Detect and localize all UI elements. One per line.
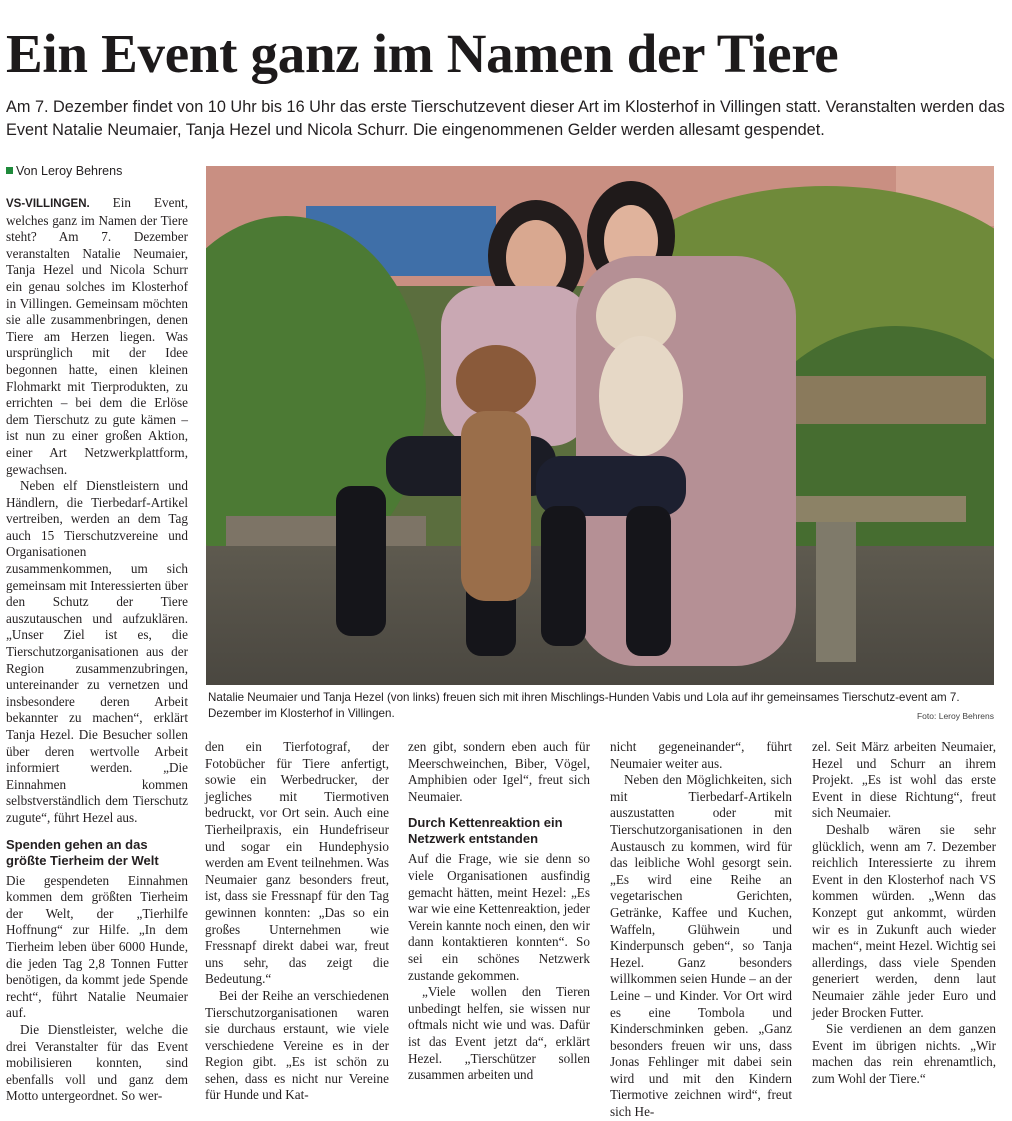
- paragraph-continued: den ein Tierfotograf, der Fotobücher für Tiere anfertigt, sowie ein Werbedrucker, der jegliches mit Tiermotiven bedruckt, vor Ort sein. Auch eine Tierheilpraxis, ein Hundefriseur und sogar ein Hundephysio werden am Event teilnehmen. Was Neumaier ganz besonders freut, ist, dass sie Fressnapf für den Tag gewinnen konnten: „Das so ein großes Unternehmen wie Fressnapf direkt dabei war, freut uns sehr, das zeigt die Bedeutung.“: [205, 739, 389, 987]
- paragraph-vendors: Neben elf Dienstleistern und Händlern, die Tierbedarf-Artikel vertreiben, werden an dem Tag auch 15 Tierschutzvereine und Organisationen zusammenkommen, um sich gemeinsam mit Interessierten über den Schutz der Tiere auszutauschen und aufzuklären. „Unser Ziel ist es, die Tierschutzorganisationen aus der Region zusammenzubringen, untereinander zu vernetzen und insbesondere deren Arbeit bekannter zu machen“, erklärt Tanja Hezel. Die Besucher sollen über deren wertvolle Arbeit informiert werden. „Die Einnahmen kommen selbstverständlich dem Tierschutz zugute“, führt Hezel aus.: [6, 478, 188, 825]
- paragraph-chain-reaction: Auf die Frage, wie sie denn so viele Organisationen ausfindig gemacht hätten, meint Hezel: „Es war wie eine Kettenreaktion, jeder Verein kannte noch einen, den wir dann kontaktieren konnten“. So sei ein schönes Netzwerk zustande gekommen.: [408, 851, 590, 983]
- dateline: VS-VILLINGEN.: [6, 198, 90, 210]
- paragraph-service-providers: Die Dienstleister, welche die drei Veranstalter für das Event mobilisieren konnten, sind ebenfalls voll und ganz dem Motto untergeordnet. So wer-: [6, 1021, 188, 1104]
- subhead-network: Durch Kettenreaktion ein Netzwerk entstanden: [408, 815, 563, 847]
- photo-caption: Natalie Neumaier und Tanja Hezel (von links) freuen sich mit ihren Mischlings-Hunden Vabis und Lola auf ihr gemeinsames Tierschutz-event am 7. Dezember im Klosterhof in Villingen.: [208, 691, 960, 720]
- woman-left-boot-1: [336, 486, 386, 636]
- subhead-donations: Spenden gehen an das größte Tierheim der Welt: [6, 836, 159, 868]
- article-lead: Am 7. Dezember findet von 10 Uhr bis 16 Uhr das erste Tierschutzevent dieser Art im Klosterhof in Villingen statt. Veranstalten werden das Event Natalie Neumaier, Tanja Hezel und Nicola Schurr. Die eingenommenen Gelder werden allesamt gespendet.: [6, 98, 1005, 139]
- article-photo: [206, 166, 994, 685]
- bench-leg: [816, 522, 856, 662]
- paragraph-help-animals: „Viele wollen den Tieren unbedingt helfen, sie wissen nur oftmals nicht wie und was. Dafür ist das Event jetzt da“, erklärt Hezel. „Tierschützer sollen zusammen arbeiten und: [408, 984, 590, 1083]
- byline-author: Von Leroy Behrens: [16, 164, 123, 178]
- byline: [6, 164, 122, 178]
- article-column-2: [205, 739, 389, 1104]
- bench-backrest: [766, 376, 986, 424]
- paragraph-intro-text: Ein Event, welches ganz im Namen der Tiere steht? Am 7. Dezember veranstalten Natalie Neumaier, Tanja Hezel und Nicola Schurr ein genau solches im Klosterhof in Villingen. Gemeinsam möchten sie alle zusammenbringen, denen Tiere am Herzen liegen. Was ursprünglich mit der Idee begonnen hatte, einen kleinen Flohmarkt mit Tierprodukten, zu errichten – bei dem die Erlöse dem Tierschutz zu gute kämen – ist nun zu einer großen Aktion, einer Art Netzwerkplattform, gewachsen.: [6, 195, 189, 477]
- paragraph-offerings: Neben den Möglichkeiten, sich mit Tierbedarf-Artikeln auszustatten oder mit Tierschutzorganisationen in den Austausch zu kommen, wird für das leibliche Wohl gesorgt sein. „Es wird eine Reihe an vegetarischen Gerichten, Getränke, Kaffee und Kuchen, Waffeln, Glühwein und Kinderpunsch geben“, so Tanja Hezel. Ganz besonders willkommen seien Hunde – an der Leine – und Kinder. Vor Ort wird es eine Tombola und Kinderschminken geben. „Ganz besonders freuen wir uns, dass Jonas Fehlinger mit dabei sein wird und mit den Kindern Tiermotive zeichnen wird“, freut sich He-: [610, 772, 792, 1120]
- paragraph-continued: zen gibt, sondern eben auch für Meerschweinchen, Biber, Vögel, Amphibien oder Igel“, freut sich Neumaier.: [408, 739, 590, 804]
- dog-vabis-body: [461, 411, 531, 601]
- paragraph-donations: Die gespendeten Einnahmen kommen dem größten Tierheim der Welt, der „Tierhilfe Hoffnung“ zur Hilfe. „In dem Tierheim leben über 6000 Hunde, die jeden Tag 2,8 Tonnen Futter benötigen, da kommt jede Spende recht“, führt Natalie Neumaier auf.: [6, 872, 188, 1021]
- article-column-3: [408, 739, 590, 1084]
- paragraph-continued: zel. Seit März arbeiten Neumaier, Hezel und Schurr an ihrem Projekt. „Es ist wohl das erste Event in diese Richtung“, freut sich Neumaier.: [812, 739, 996, 821]
- article-column-5: [812, 739, 996, 1087]
- bench-seat: [796, 496, 966, 522]
- paragraph-continued: nicht gegeneinander“, führt Neumaier weiter aus.: [610, 739, 792, 771]
- paragraph-organizations: Bei der Reihe an verschiedenen Tierschutzorganisationen waren sie durchaus erstaunt, wie viele verschiedene Vereine es in der Region gibt. „Es ist schön zu sehen, dass es nicht nur Vereine für Hunde und Kat-: [205, 987, 389, 1103]
- photo-illustration: [206, 166, 994, 685]
- byline-square-icon: [6, 167, 13, 174]
- article-column-4: [610, 739, 792, 1121]
- paragraph-volunteer: Sie verdienen an dem ganzen Event im übrigen nichts. „Wir machen das rein ehrenamtlich, zum Wohl der Tiere.“: [812, 1021, 996, 1086]
- photo-credit: Foto: Leroy Behrens: [916, 711, 994, 721]
- woman-left-face: [506, 220, 566, 296]
- dog-lola-body: [599, 336, 683, 456]
- paragraph-intro: [6, 195, 188, 478]
- woman-right-boot-1: [541, 506, 586, 646]
- article-headline: Ein Event ganz im Namen der Tiere: [6, 23, 839, 84]
- dog-vabis-head: [456, 345, 536, 417]
- woman-right-boot-2: [626, 506, 671, 656]
- stone-curb: [226, 516, 426, 546]
- paragraph-hopes: Deshalb wären sie sehr glücklich, wenn am 7. Dezember reichlich Interessierte zu ihrem Event in den Klosterhof nach VS kommen würden. „Wenn das Konzept gut ankommt, würden wir es in Zukunft auch wieder machen“, meint Hezel. Wichtig sei allerdings, dass viele Spenden generiert werden, denn laut Neumaier zähle jeder Euro und jeder Brocken Futter.: [812, 821, 996, 1020]
- article-column-1: [6, 195, 188, 1105]
